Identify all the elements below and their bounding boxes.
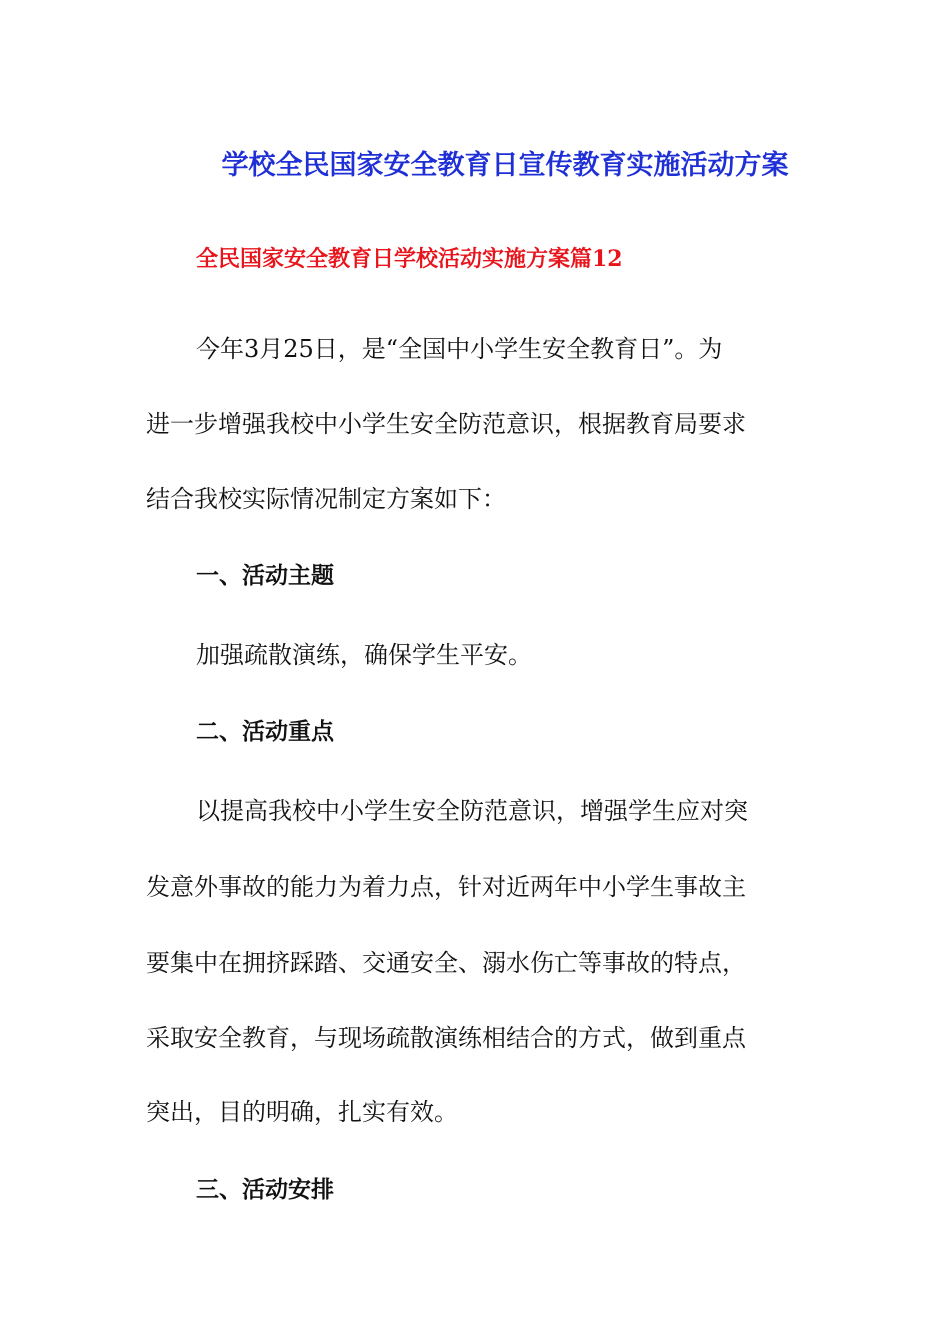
document-title: 学校全民国家安全教育日宣传教育实施活动方案	[221, 150, 789, 181]
focus-line-1: 以提高我校中小学生安全防范意识，增强学生应对突	[196, 797, 748, 825]
focus-line-4: 采取安全教育，与现场疏散演练相结合的方式，做到重点	[146, 1024, 746, 1052]
section-body-theme: 加强疏散演练，确保学生平安。	[196, 641, 532, 669]
section-heading-theme: 一、活动主题	[196, 563, 334, 589]
section-heading-schedule: 三、活动安排	[196, 1177, 334, 1203]
intro-line-1: 今年3月25日，是“全国中小学生安全教育日”。为	[196, 335, 723, 363]
focus-line-5: 突出，目的明确，扎实有效。	[146, 1098, 458, 1126]
intro-line-3: 结合我校实际情况制定方案如下：	[146, 485, 506, 513]
focus-line-2: 发意外事故的能力为着力点，针对近两年中小学生事故主	[146, 873, 746, 901]
section-heading-focus: 二、活动重点	[196, 719, 334, 745]
focus-line-3: 要集中在拥挤踩踏、交通安全、溺水伤亡等事故的特点，	[146, 949, 746, 977]
intro-line-2: 进一步增强我校中小学生安全防范意识，根据教育局要求	[146, 410, 746, 438]
document-subtitle: 全民国家安全教育日学校活动实施方案篇12	[196, 246, 623, 272]
